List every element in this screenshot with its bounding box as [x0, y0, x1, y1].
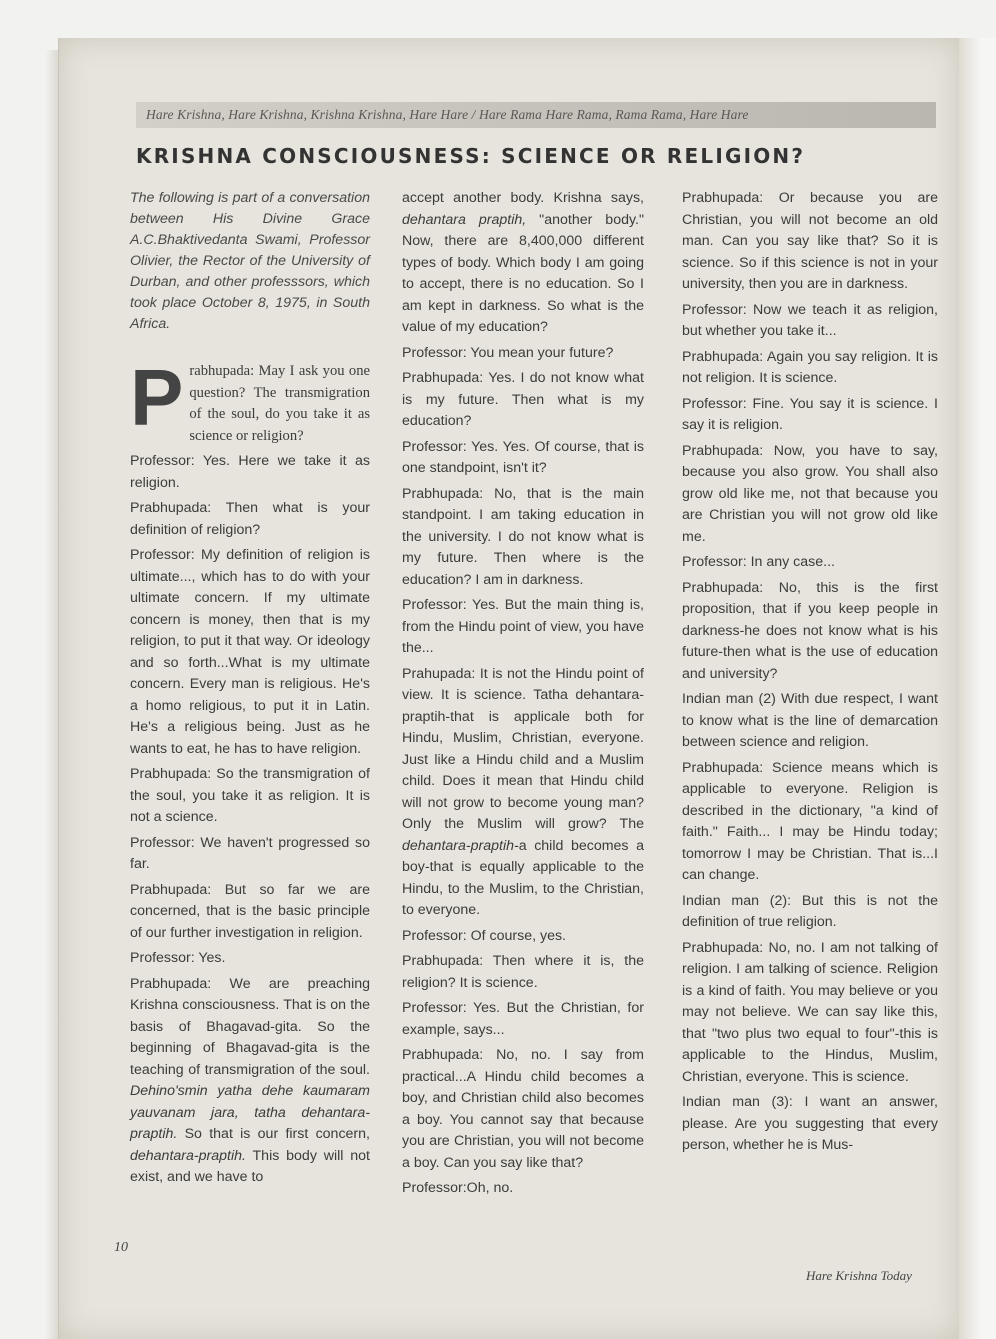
sanskrit-term: dehantara-praptih.	[130, 1147, 246, 1164]
text-run: a child becomes a boy-that is equally applicable to the Hindu, to the Muslim, to the Christian, to everyone.	[402, 837, 644, 918]
paragraph: Indian man (3): I want an answer, please. Are you suggesting that every person, whether he is Mus-	[682, 1094, 938, 1153]
mantra-banner: Hare Krishna, Hare Krishna, Krishna Krishna, Hare Hare / Hare Rama Hare Rama, Rama Rama, Hare Hare	[136, 102, 936, 128]
column-2	[402, 188, 644, 1204]
paragraph: Prabhupada: So the transmigration of the soul, you take it as religion. It is not a science.	[130, 766, 370, 825]
paragraph: Prabhupada: No, no. I am not talking of religion. I am talking of science. Religion is a kind of faith. You may believe or you may not believe. We can say like this, that "two plus two equal to four"-this is applicable to the Hindus, Muslim, Christian, everyone. This is science.	[682, 939, 938, 1085]
paragraph: Professor: Yes. Yes. Of course, that is one standpoint, isn't it?	[402, 438, 644, 476]
paragraph: Prabhupada: No, that is the main standpoint. I am taking education in the university. I do not know what is my future. Then where is the education? I am in darkness.	[402, 485, 644, 588]
opening-text: rabhupada: May I ask you one question? The transmigration of the soul, do you take it as science or religion?	[189, 363, 370, 444]
paragraph: Professor: Yes. Here we take it as religion.	[130, 453, 370, 491]
column-3	[682, 188, 938, 1161]
magazine-title-footer: Hare Krishna Today	[806, 1268, 912, 1283]
page-edge	[958, 38, 996, 1339]
text-run: This body will not exist, and we have to	[130, 1147, 370, 1185]
paragraph: Prabhupada: No, this is the first proposition, that if you keep people in darkness-he does not know what is his future-then what is the use of education and university?	[682, 579, 938, 682]
paragraph: Professor: Now we teach it as religion, but whether you take it...	[682, 301, 938, 339]
paragraph: Prabhupada: Yes. I do not know what is my future. Then what is my education?	[402, 370, 644, 429]
paragraph: Professor: Yes.	[130, 950, 226, 966]
paragraph	[402, 188, 644, 339]
text-run: accept another body. Krishna says,	[402, 190, 644, 206]
intro-paragraph: The following is part of a conversation between His Divine Grace A.C.Bhaktivedanta Swami, Professor Olivier, the Rector of the University of Durban, and other professsors, which took place October 8, 1975, in South Africa.	[130, 190, 370, 332]
paragraph: Indian man (2) With due respect, I want to know what is the line of demarcation between science and religion.	[682, 691, 938, 750]
paragraph: Prabhupada: Again you say religion. It is not religion. It is science.	[682, 348, 938, 386]
paragraph: Prabhupada: Or because you are Christian, you will not become an old man. Can you say like that? So it is science. So if this science is not in your university, then you are in darkness.	[682, 190, 938, 292]
paragraph: Prabhupada: Now, you have to say, because you also grow. You shall also grow old like me, not that because you are Christian you will not grow old like me.	[682, 442, 938, 545]
paragraph: Prabhupada: Then where it is, the religion? It is science.	[402, 953, 644, 991]
paragraph	[402, 664, 644, 922]
article-headline: KRISHNA CONSCIOUSNESS: SCIENCE OR RELIGION?	[136, 144, 806, 168]
paragraph: Prabhupada: But so far we are concerned, that is the basic principle of our further investigation in religion.	[130, 881, 370, 941]
paragraph: Professor: Yes. But the Christian, for example, says...	[402, 1000, 644, 1038]
text-run: "another body." Now, there are 8,400,000 different types of body. Which body I am going to accept, there is no education. So I am kept in darkness. So what is the value of my education?	[402, 211, 644, 335]
text-run: So that is our first concern,	[177, 1126, 370, 1142]
paragraph: Professor: Fine. You say it is science. I say it is religion.	[682, 395, 938, 433]
page-number: 10	[114, 1240, 128, 1255]
sanskrit-term: dehantara praptih,	[402, 211, 527, 228]
opening-paragraph	[130, 353, 370, 447]
drop-cap: P	[130, 353, 184, 442]
paragraph: Prabhupada: No, no. I say from practical...A Hindu child becomes a boy, and Christian child also becomes a boy. You cannot say that because you are Christian, you will not become a boy. Can you say like that?	[402, 1047, 644, 1171]
paragraph: Indian man (2): But this is not the definition of true religion.	[682, 892, 938, 930]
text-run: Prahupada: It is not the Hindu point of view. It is science. Tatha dehantara-praptih-that is applicale both for Hindu, Muslim, Christian, everyone. Just like a Hindu child and a Muslim child. Does it mean that Hindu child will not grow to become young man? Only the Muslim will grow? The	[402, 665, 644, 832]
text-run: Prabhupada: We are preaching Krishna consciousness. That is on the basis of Bhagavad-gita. So the beginning of Bhagavad-gita is the teaching of transmigration of the soul.	[130, 975, 370, 1078]
paragraph: Professor:Oh, no.	[402, 1180, 514, 1196]
paragraph: Professor: My definition of religion is ultimate..., which has to do with your ultimate concern. If my ultimate concern is money, then that is my religion, to put it that way. Or ideology and so forth...What is my ultimate concern. Every man is religious. He's a homo religious, to put it in Latin. He's a religious being. Just as he wants to eat, he has to have religion.	[130, 547, 370, 757]
paragraph: Prabhupada: Then what is your definition of religion?	[130, 500, 370, 538]
paragraph	[130, 974, 370, 1189]
sanskrit-term: dehantara-praptih-	[402, 837, 519, 854]
paragraph: Prabhupada: Science means which is applicable to everyone. Religion is described in the dictionary, "a kind of faith." Faith... I may be Hindu today; tomorrow I may be Christian. That is...I can change.	[682, 759, 938, 883]
paragraph: Professor: You mean your future?	[402, 344, 614, 361]
column-1	[130, 188, 370, 1193]
paragraph: Professor: We haven't progressed so far.	[130, 834, 370, 872]
paragraph: Professor: In any case...	[682, 554, 835, 570]
paragraph: Professor: Yes. But the main thing is, from the Hindu point of view, you have the...	[402, 597, 644, 656]
paragraph: Professor: Of course, yes.	[402, 927, 567, 944]
sanskrit-quote: Dehino'smin yatha dehe kaumaram yauvanam jara, tatha dehantara-praptih.	[130, 1083, 370, 1142]
